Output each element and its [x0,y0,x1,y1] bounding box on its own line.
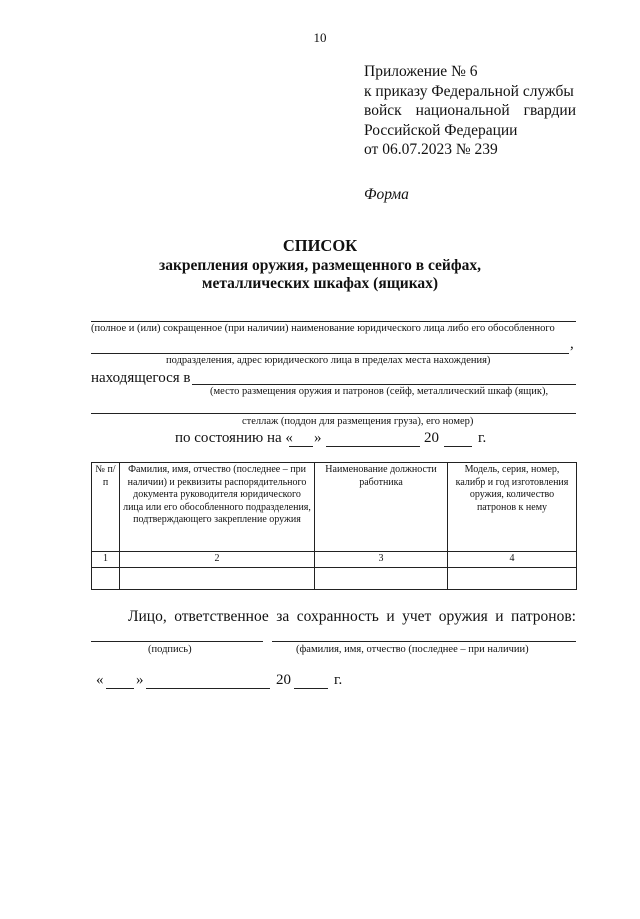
responsible-word: оружия [438,608,488,625]
responsible-word: и [386,608,395,625]
table-cell[interactable] [448,568,577,590]
responsible-word: Лицо, [128,608,167,625]
name-line[interactable] [272,641,576,642]
located-label: находящегося в [91,370,191,386]
status-close-quote: » [314,430,322,446]
responsible-person-line [128,608,576,626]
column-number-cell: 2 [120,552,315,568]
status-month-blank[interactable] [326,446,420,447]
header-cell-weapon: Модель, серия, номер, калибр и год изготовления оружия, количество патронов к нему [448,463,577,552]
responsible-word: учет [402,608,432,625]
responsible-word: патронов: [511,608,576,625]
date-open-quote: « [96,672,104,688]
date-day-blank[interactable] [106,688,134,689]
rack-caption: стеллаж (поддон для размещения груза), его номер) [242,416,474,427]
responsible-word: сохранность [296,608,379,625]
appendix-line: Приложение № 6 [364,63,478,80]
signature-line[interactable] [91,641,263,642]
appendix-word: национальной [415,102,510,119]
date-close-quote: » [136,672,144,688]
org-name-caption: (полное и (или) сокращенное (при наличии) наименование юридического лица либо его обособленного [91,323,555,334]
table-row [92,568,577,590]
document-subtitle-line1: закрепления оружия, размещенного в сейфах, [159,257,481,274]
date-year-blank[interactable] [294,688,328,689]
appendix-block [364,62,576,160]
table-cell[interactable] [315,568,448,590]
responsible-word: ответственное [174,608,269,625]
status-year-blank[interactable] [444,446,472,447]
page-number: 10 [313,30,327,45]
header-cell-number: № п/п [92,463,120,552]
date-year-prefix: 20 [276,672,291,688]
responsible-word: и [495,608,504,625]
signature-caption: (подпись) [148,644,192,655]
comma-mark: , [570,336,574,352]
column-number-cell: 3 [315,552,448,568]
status-day-blank[interactable] [289,446,313,447]
status-year-prefix: 20 [424,430,439,446]
org-sub-caption: подразделения, адрес юридического лица в пределах места нахождения) [166,355,491,366]
column-number-cell: 1 [92,552,120,568]
document-title: СПИСОК [282,236,358,255]
appendix-word: гвардии [523,102,576,119]
form-label: Форма [364,186,409,203]
header-cell-name: Фамилия, имя, отчество (последнее – при наличии) и реквизиты распорядительного документа руководителя юридического лица или его обособленного подразделения, подтверждающего закрепление оружия [120,463,315,552]
rack-line[interactable] [91,413,576,414]
status-suffix: г. [478,430,487,446]
header-cell-position: Наименование должности работника [315,463,448,552]
weapons-table [91,462,577,590]
org-sub-line[interactable] [91,353,569,354]
column-number-cell: 4 [448,552,577,568]
table-header-row [92,463,577,552]
appendix-line: Российской Федерации [364,121,518,139]
date-month-blank[interactable] [146,688,270,689]
document-subtitle-line2: металлических шкафах (ящиках) [201,275,439,292]
appendix-line: от 06.07.2023 № 239 [364,141,498,158]
column-number-row [92,552,577,568]
appendix-line: к приказу Федеральной службы [364,82,574,100]
responsible-word: за [276,608,290,625]
org-name-line[interactable] [91,321,576,322]
name-caption: (фамилия, имя, отчество (последнее – при наличии) [296,644,529,655]
place-caption: (место размещения оружия и патронов (сейф, металлический шкаф (ящик), [210,386,549,397]
status-prefix: по состоянию на « [175,430,293,446]
appendix-justified-line [364,101,576,121]
table-cell[interactable] [120,568,315,590]
location-line[interactable] [192,384,576,385]
date-suffix: г. [334,672,343,688]
table-cell[interactable] [92,568,120,590]
appendix-word: войск [364,102,402,119]
